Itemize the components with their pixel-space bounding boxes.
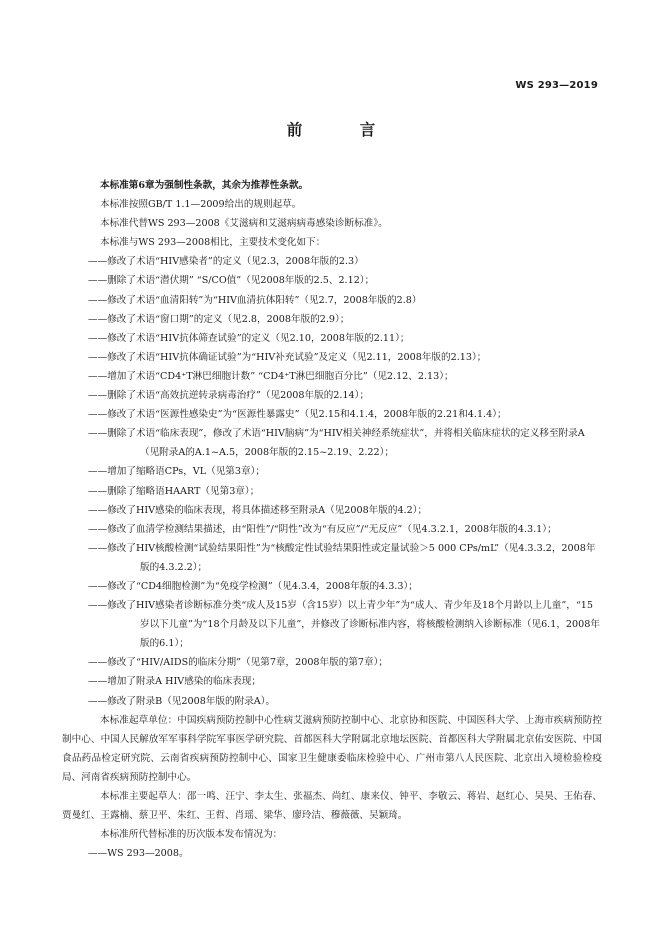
- change-item: ——修改了术语“HIV抗体确证试验”为“HIV补充试验”及定义（见2.11，2008年版的2.13）；: [88, 351, 487, 363]
- change-item: ——修改了术语“医源性感染史”为“医源性暴露史”（见2.15和4.1.4，2008年版的2.21和4.1.4）；: [88, 409, 507, 421]
- history-intro: 本标准所代替标准的历次版本发布情况为：: [100, 829, 283, 841]
- change-item: ——增加了缩略语CPs，VL（见第3章）；: [88, 466, 265, 478]
- change-item: ——修改了术语“HIV抗体筛查试验”的定义（见2.10，2008年版的2.11）；: [88, 332, 410, 344]
- change-item: ——修改了HIV核酸检测“试验结果阳性”为“核酸定性试验结果阳性或定量试验＞5 000 CPs/mL”（见4.3.3.2，2008年版的4.3.2.2）；: [88, 542, 596, 573]
- change-item: ——修改了血清学检测结果描述，由“阳性”/“阴性”改为“有反应”/“无反应”（见4.3.2.1，2008年版的4.3.1）；: [88, 523, 557, 535]
- change-item: ——删除了缩略语HAART（见第3章）；: [88, 485, 260, 497]
- change-item: ——修改了术语“血清阳转”为“HIV血清抗体阳转”（见2.7，2008年版的2.8）: [88, 294, 422, 306]
- change-item: ——删除了术语“潜伏期” “S/CO值”（见2008年版的2.5、2.12）；: [88, 275, 375, 287]
- change-item: ——修改了术语“HIV感染者”的定义（见2.3，2008年版的2.3）: [88, 256, 364, 268]
- change-item: ——修改了“CD4细胞检测”为“免疫学检测”（见4.3.4，2008年版的4.3.3）；: [88, 580, 418, 592]
- changes-intro: 本标准与WS 293—2008相比，主要技术变化如下：: [100, 237, 326, 249]
- drafting-rules-note: 本标准按照GB/T 1.1—2009给出的规则起草。: [100, 199, 302, 211]
- page-title: 前 言: [286, 121, 402, 139]
- change-item: ——修改了“HIV/AIDS的临床分期”（见第7章，2008年版的第7章）；: [88, 657, 388, 669]
- change-item: ——修改了术语“窗口期”的定义（见2.8，2008年版的2.9）；: [88, 313, 350, 325]
- change-item: ——修改了HIV感染的临床表现，将具体描述移至附录A（见2008年版的4.2）；: [88, 504, 428, 516]
- change-item: ——修改了HIV感染者诊断标准分类“成人及15岁（含15岁）以上青少年”为“成人、青少年及18个月龄以上儿童”，“15岁以下儿童”为“18个月龄及以下儿童”，并修改了诊断标准内容，将核酸检测纳入诊断标准（见6.1，2008年版的6.1）；: [88, 600, 600, 650]
- change-item: ——删除了术语“高效抗逆转录病毒治疗”（见2008年版的2.14）；: [88, 390, 370, 402]
- standard-code: WS 293—2019: [515, 80, 598, 91]
- mandatory-clause-note: 本标准第6章为强制性条款，其余为推荐性条款。: [100, 180, 309, 191]
- replacement-note: 本标准代替WS 293—2008《艾滋病和艾滋病病毒感染诊断标准》。: [100, 218, 388, 230]
- drafting-units: 本标准起草单位：中国疾病预防控制中心性病艾滋病预防控制中心、北京协和医院、中国医科大学、上海市疾病预防控制中心、中国人民解放军军事科学院军事医学研究院、首都医科大学附属北京地坛医院、首都医科大学附属北京佑安医院、中国食品药品检定研究院、云南省疾病预防控制中心、国家卫生健康委临床检验中心、广州市第八人民医院、北京出入境检验检疫局、河南省疾病预防控制中心。: [62, 714, 602, 783]
- change-item: ——增加了术语“CD4⁺T淋巴细胞计数” “CD4⁺T淋巴细胞百分比”（见2.12、2.13）；: [88, 370, 454, 382]
- history-item: ——WS 293—2008。: [88, 848, 189, 860]
- document-body: [62, 176, 602, 863]
- change-item: ——修改了附录B（见2008年版的附录A）。: [88, 695, 276, 707]
- drafters: 本标准主要起草人：邵一鸣、汪宁、李太生、张福杰、尚红、康来仪、钟平、李敬云、蒋岩、赵红心、吴昊、王佑春、贾曼红、王露楠、蔡卫平、朱红、王哲、肖瑶、梁华、廖玲洁、穆薇薇、吴颖琦。: [62, 791, 602, 822]
- change-item: ——删除了术语“临床表现”，修改了术语“HIV脑病”为“HIV相关神经系统症状”，并将相关临床症状的定义移至附录A（见附录A的A.1~A.5，2008年版的2.15~2.19、2.22）；: [88, 428, 585, 459]
- change-item: ——增加了附录A HIV感染的临床表现；: [88, 676, 261, 688]
